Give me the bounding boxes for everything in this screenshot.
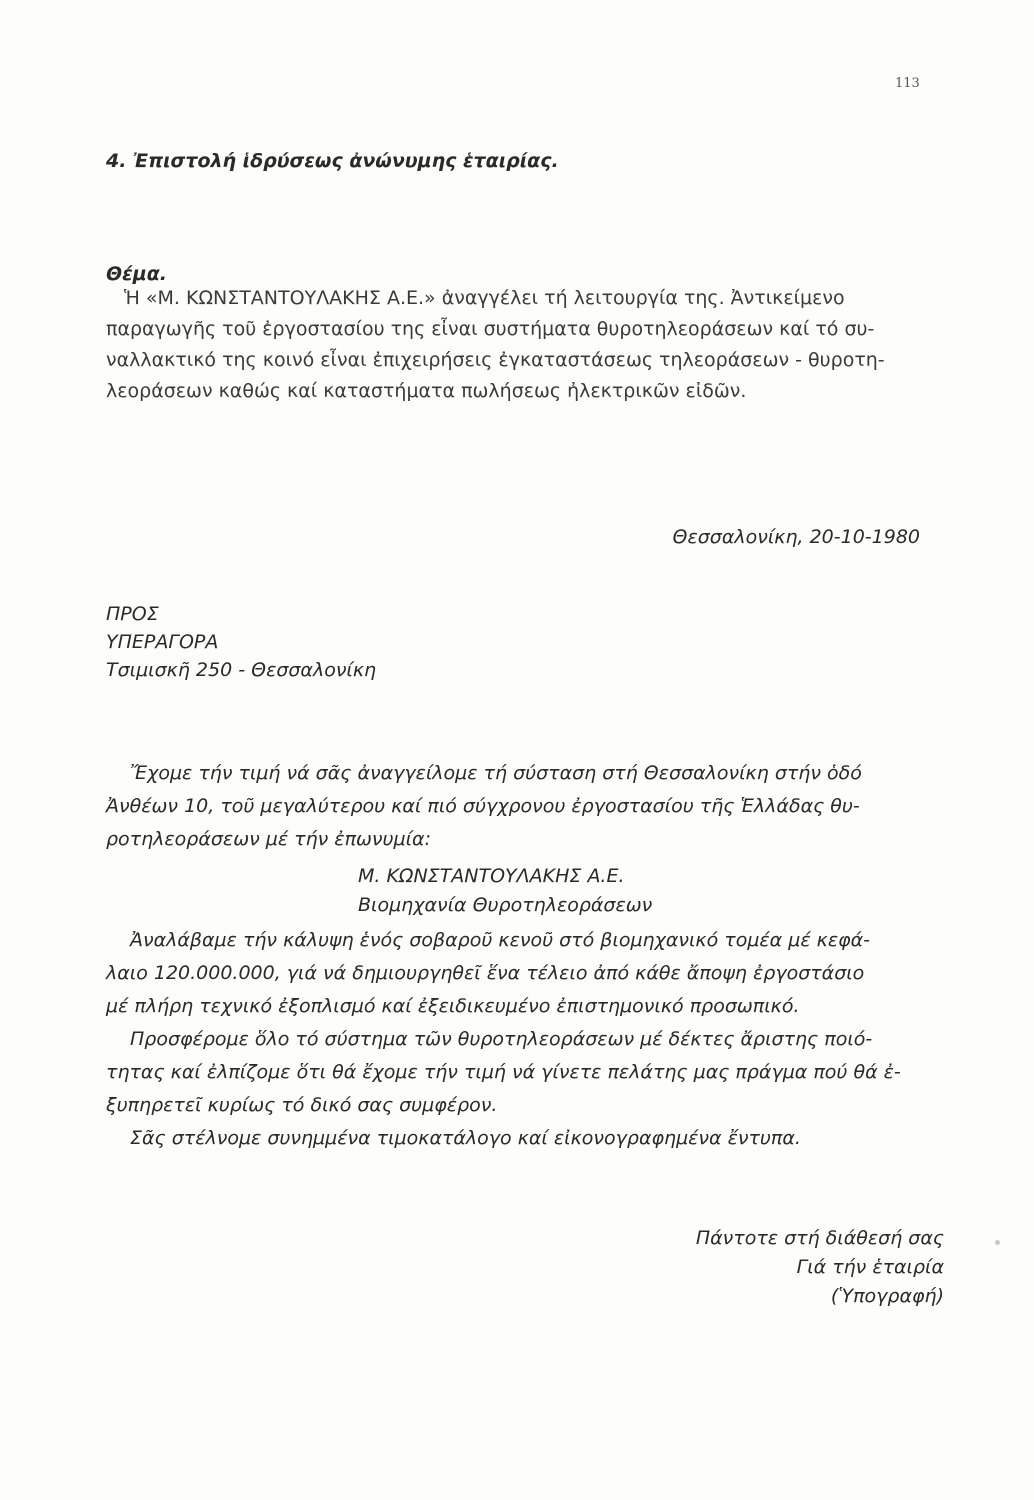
body-line: Ἀναλάβαμε τήν κάλυψη ἑνός σοβαροῦ κενοῦ στό βιομηχανικό τομέα μέ κεφά- — [130, 929, 871, 951]
body-line: μέ πλήρη τεχνικό ἐξοπλισμό καί ἐξειδικευμένο ἐπιστημονικό προσωπικό. — [106, 995, 800, 1017]
scan-speck — [995, 1240, 1000, 1245]
body-line: Προσφέρομε ὅλο τό σύστημα τῶν θυροτηλεοράσεων μέ δέκτες ἄριστης ποιό- — [130, 1028, 873, 1050]
addressee-prefix: ΠΡΟΣ — [106, 603, 159, 625]
addressee-company: ΥΠΕΡΑΓΟΡΑ — [106, 631, 219, 653]
subject-line: λεοράσεων καθώς καί καταστήματα πωλήσεως ἠλεκτρικῶν εἰδῶν. — [106, 380, 747, 402]
company-name-block — [106, 862, 938, 920]
body-line: τητας καί ἐλπίζομε ὅτι θά ἔχομε τήν τιμή νά γίνετε πελάτης μας πράγμα πού θά ἐ- — [106, 1061, 901, 1083]
section-title: 4. Ἐπιστολή ἱδρύσεως ἀνώνυμης ἑταιρίας. — [106, 150, 559, 172]
body-line: λαιο 120.000.000, γιά νά δημιουργηθεῖ ἕνα τέλειο ἀπό κάθε ἄποψη ἐργοστάσιο — [106, 962, 865, 984]
body-line: Σᾶς στέλνομε συνημμένα τιμοκατάλογο καί εἰκονογραφημένα ἔντυπα. — [130, 1127, 801, 1149]
letter-dateline: Θεσσαλονίκη, 20-10-1980 — [672, 526, 920, 548]
addressee-address: Τσιμισκῆ 250 - Θεσσαλονίκη — [106, 659, 377, 681]
addressee-block — [106, 600, 376, 684]
page-number: 113 — [895, 76, 920, 91]
company-description: Βιομηχανία Θυροτηλεοράσεων — [358, 894, 653, 916]
body-line: ροτηλεοράσεων μέ τήν ἐπωνυμία: — [106, 828, 431, 850]
signature-placeholder: (Ὑπογραφή) — [830, 1285, 944, 1307]
closing-line: Πάντοτε στή διάθεσή σας — [695, 1227, 944, 1249]
subject-line: ναλλακτικό της κοινό εἶναι ἐπιχειρήσεις ἐγκαταστάσεως τηλεοράσεων - θυροτη- — [106, 349, 885, 371]
body-line: Ἔχομε τήν τιμή νά σᾶς ἀναγγείλομε τή σύσταση στή Θεσσαλονίκη στήν ὁδό — [130, 762, 862, 784]
subject-label: Θέμα. — [106, 263, 167, 285]
subject-paragraph — [106, 283, 936, 407]
subject-line: Ἡ «Μ. ΚΩΝΣΤΑΝΤΟΥΛΑΚΗΣ Α.Ε.» ἀναγγέλει τή λειτουργία της. Ἀντικείμενο — [124, 287, 845, 309]
letter-body — [106, 757, 938, 1155]
signature-block — [696, 1224, 944, 1311]
company-name: Μ. ΚΩΝΣΤΑΝΤΟΥΛΑΚΗΣ Α.Ε. — [358, 865, 625, 887]
body-line: ξυπηρετεῖ κυρίως τό δικό σας συμφέρον. — [106, 1094, 498, 1116]
subject-line: παραγωγῆς τοῦ ἐργοστασίου της εἶναι συστήματα θυροτηλεοράσεων καί τό συ- — [106, 318, 875, 340]
body-line: Ἀνθέων 10, τοῦ μεγαλύτερου καί πιό σύγχρονου ἐργοστασίου τῆς Ἑλλάδας θυ- — [106, 795, 860, 817]
closing-line: Γιά τήν ἑταιρία — [796, 1256, 944, 1278]
